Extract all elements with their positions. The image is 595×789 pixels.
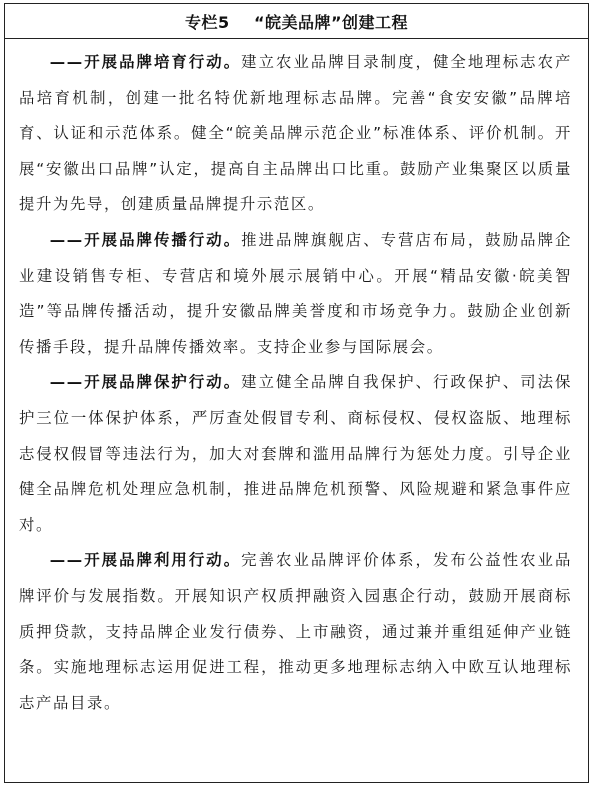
box-title-main: “皖美品牌”创建工程 bbox=[253, 12, 408, 32]
box-body bbox=[5, 39, 588, 721]
box-title bbox=[5, 4, 588, 39]
section-brand-promotion bbox=[19, 223, 572, 365]
section-brand-cultivation bbox=[19, 45, 572, 223]
section-brand-protection bbox=[19, 365, 572, 543]
section-text: 建立农业品牌目录制度，健全地理标志农产品培育机制，创建一批名特优新地理标志品牌。完善“食安安徽”品牌培育、认证和示范体系。健全“皖美品牌示范企业”标准体系、评价机制。开展“安徽出口品牌”认定，提高自主品牌出口比重。鼓励产业集聚区以质量提升为先导，创建质量品牌提升示范区。 bbox=[19, 53, 572, 214]
section-brand-utilization bbox=[19, 543, 572, 721]
section-heading: ——开展品牌利用行动。 bbox=[49, 551, 242, 570]
section-text: 完善农业品牌评价体系，发布公益性农业品牌评价与发展指数。开展知识产权质押融资入园惠企行动，鼓励开展商标质押贷款，支持品牌企业发行债券、上市融资，通过兼并重组延伸产业链条。实施地理标志运用促进工程，推动更多地理标志纳入中欧互认地理标志产品目录。 bbox=[19, 551, 572, 712]
section-heading: ——开展品牌传播行动。 bbox=[49, 230, 242, 249]
feature-box bbox=[4, 3, 589, 783]
section-heading: ——开展品牌培育行动。 bbox=[49, 53, 242, 71]
section-text: 推进品牌旗舰店、专营店布局，鼓励品牌企业建设销售专柜、专营店和境外展示展销中心。开展“精品安徽·皖美智造”等品牌传播活动，提升安徽品牌美誉度和市场竞争力。鼓励企业创新传播手段，提升品牌传播效率。支持企业参与国际展会。 bbox=[19, 230, 572, 356]
section-heading: ——开展品牌保护行动。 bbox=[49, 373, 242, 392]
section-text: 建立健全品牌自我保护、行政保护、司法保护三位一体保护体系，严厉查处假冒专利、商标侵权、侵权盗版、地理标志侵权假冒等违法行为，加大对套牌和滥用品牌行为惩处力度。引导企业健全品牌危机处理应急机制，推进品牌危机预警、风险规避和紧急事件应对。 bbox=[19, 373, 572, 534]
box-title-gap bbox=[230, 12, 254, 31]
box-title-prefix: 专栏5 bbox=[185, 12, 230, 32]
